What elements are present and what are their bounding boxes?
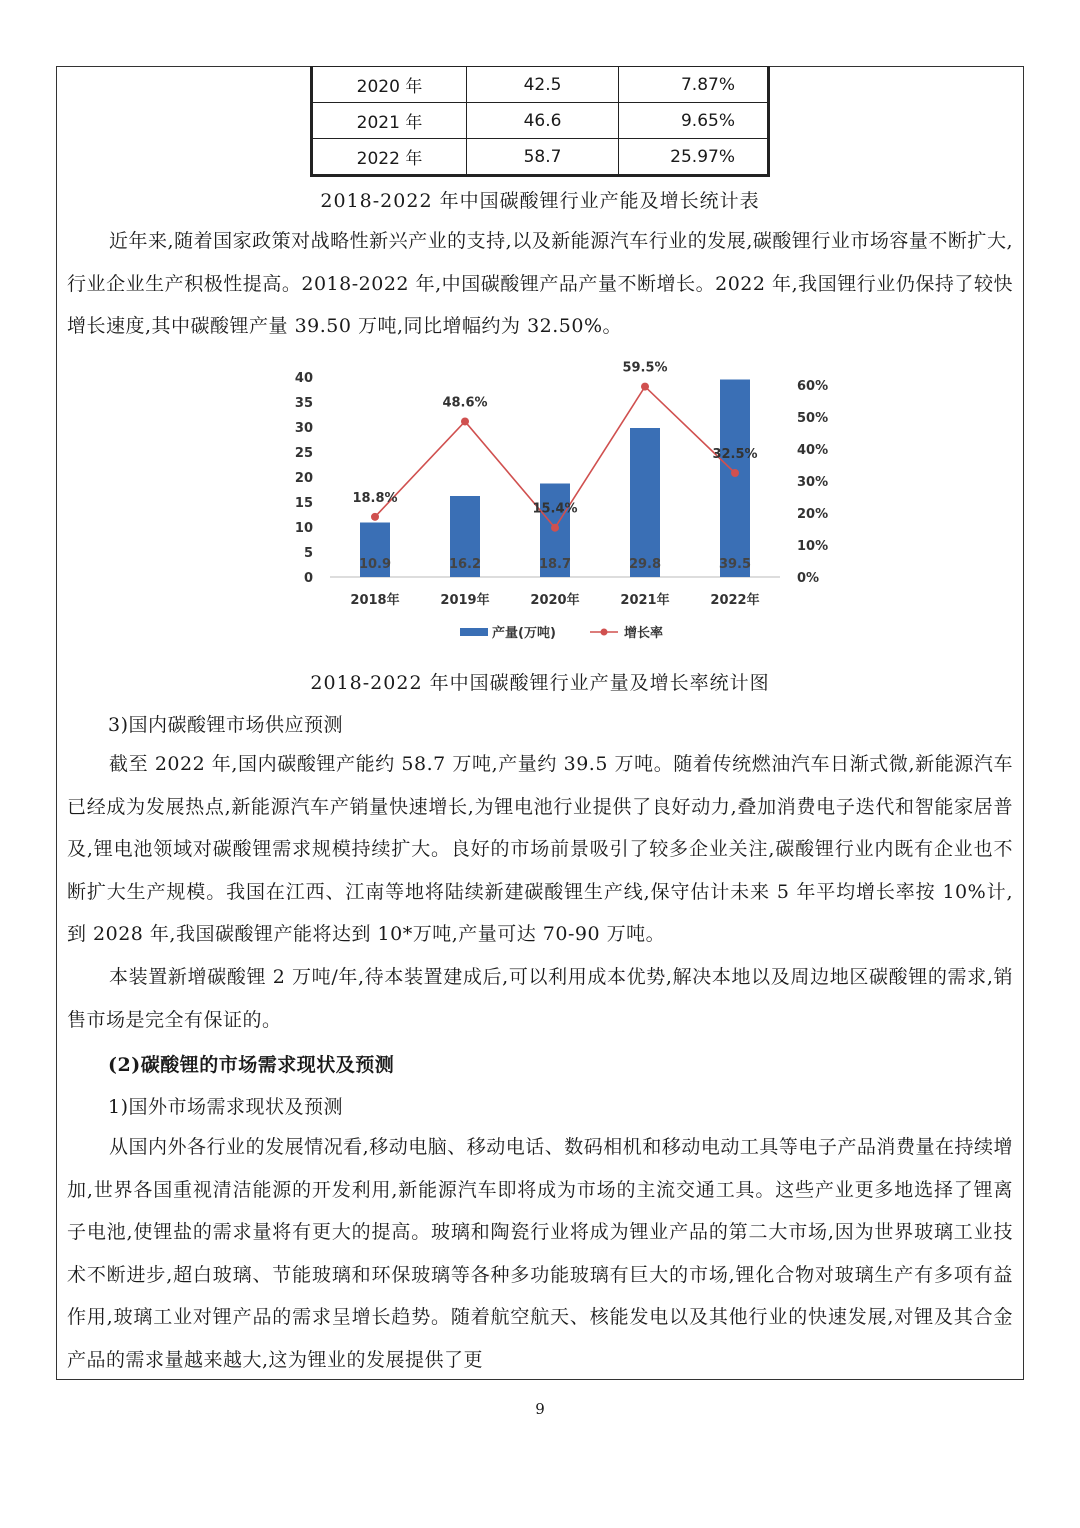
legend-label-line: 增长率 [624,626,664,641]
legend-label-bar: 产量(万吨) [492,626,556,641]
paragraph-intro: 近年来,随着国家政策对战略性新兴产业的支持,以及新能源汽车行业的发展,碳酸锂行业市场容量不断扩大,行业企业生产积极性提高。2018-2022 年,中国碳酸锂产品产量不断增长。2022 年,我国锂行业仍保持了较快增长速度,其中碳酸锂产量 39.50 万吨,同比增幅约为 32.50%。 [67,230,1013,337]
table-row [312,103,769,139]
x-tick-label: 2019年 [440,593,490,608]
x-tick-label: 2021年 [620,593,670,608]
growth-rate-point [731,469,739,477]
bar-value-label: 16.2 [448,557,482,572]
paragraph-supply: 截至 2022 年,国内碳酸锂产能约 58.7 万吨,产量约 39.5 万吨。随着传统燃油汽车日渐式微,新能源汽车已经成为发展热点,新能源汽车产销量快速增长,为锂电池行业提供了良好动力,叠加消费电子迭代和智能家居普及,锂电池领域对碳酸锂需求规模持续扩大。良好的市场前景吸引了较多企业关注,碳酸锂行业内既有企业也不断扩大生产规模。我国在江西、江南等地将陆续新建碳酸锂生产线,保守估计未来 5 年平均增长率按 10%计,到 2028 年,我国碳酸锂产能将达到 10*万吨,产量可达 70-90 万吨。 [67,753,1013,945]
section-heading-foreign: 1)国外市场需求现状及预测 [108,1096,344,1118]
y-tick-label: 15 [294,496,313,511]
chart-caption: 2018-2022 年中国碳酸锂行业产量及增长率统计图 [310,672,770,694]
growth-rate-point [371,513,379,521]
table-cell: 46.6 [467,103,619,139]
y2-tick-label: 50% [797,411,829,426]
growth-rate-label: 59.5% [622,360,668,376]
bar-value-label: 18.7 [538,557,572,572]
growth-rate-point [641,383,649,391]
growth-rate-point [461,417,469,425]
y2-tick-label: 0% [797,571,820,586]
growth-rate-label: 32.5% [712,447,758,462]
bar [630,428,660,577]
y-tick-label: 25 [294,446,313,461]
y2-tick-label: 60% [797,379,829,394]
table-cell: 7.87% [619,67,769,103]
table-cell: 9.65% [619,103,769,139]
y-tick-label: 40 [294,371,313,386]
growth-rate-label: 18.8% [352,490,398,506]
paragraph-project: 本装置新增碳酸锂 2 万吨/年,待本装置建成后,可以利用成本优势,解决本地以及周边地区碳酸锂的需求,销售市场是完全有保证的。 [67,966,1013,1031]
y-tick-label: 5 [303,546,313,561]
capacity-table [310,66,770,177]
table-cell: 2022 年 [312,139,467,176]
x-tick-label: 2020年 [530,593,580,608]
y-tick-label: 10 [294,521,313,536]
table-cell: 25.97% [619,139,769,176]
growth-rate-label: 48.6% [442,395,488,411]
bar-value-label: 29.8 [628,557,662,572]
y-tick-label: 35 [294,396,313,411]
table-cell: 42.5 [467,67,619,103]
table-cell: 58.7 [467,139,619,176]
table-row [312,67,769,103]
y-tick-label: 30 [294,421,313,436]
y2-tick-label: 10% [797,539,829,554]
y-tick-label: 20 [294,471,313,486]
growth-rate-label: 15.4% [532,501,578,517]
growth-rate-point [551,524,559,532]
table-row [312,139,769,176]
subsection-heading-demand: (2)碳酸锂的市场需求现状及预测 [108,1054,395,1076]
x-tick-label: 2018年 [350,593,400,608]
y2-tick-label: 30% [797,475,829,490]
table-caption: 2018-2022 年中国碳酸锂行业产能及增长统计表 [320,190,760,212]
y-tick-label: 0 [303,571,313,586]
production-chart [280,350,829,650]
bar-value-label: 10.9 [358,557,392,572]
bar-value-label: 39.5 [718,557,752,572]
section-heading-supply: 3)国内碳酸锂市场供应预测 [108,714,344,736]
legend-swatch-dot [601,629,608,636]
x-tick-label: 2022年 [710,593,760,608]
y2-tick-label: 40% [797,443,829,458]
bar [720,380,750,578]
y2-tick-label: 20% [797,507,829,522]
page-number: 9 [535,1400,545,1418]
table-cell: 2020 年 [312,67,467,103]
paragraph-foreign-demand: 从国内外各行业的发展情况看,移动电脑、移动电话、数码相机和移动电动工具等电子产品消费量在持续增加,世界各国重视清洁能源的开发利用,新能源汽车即将成为市场的主流交通工具。这些产业更多地选择了锂离子电池,使锂盐的需求量将有更大的提高。玻璃和陶瓷行业将成为锂业产品的第二大市场,因为世界玻璃工业技术不断进步,超白玻璃、节能玻璃和环保玻璃等各种多功能玻璃有巨大的市场,锂化合物对玻璃生产有多项有益作用,玻璃工业对锂产品的需求呈增长趋势。随着航空航天、核能发电以及其他行业的快速发展,对锂及其合金产品的需求量越来越大,这为锂业的发展提供了更 [67,1136,1013,1371]
legend-swatch-bar [460,628,488,636]
table-cell: 2021 年 [312,103,467,139]
